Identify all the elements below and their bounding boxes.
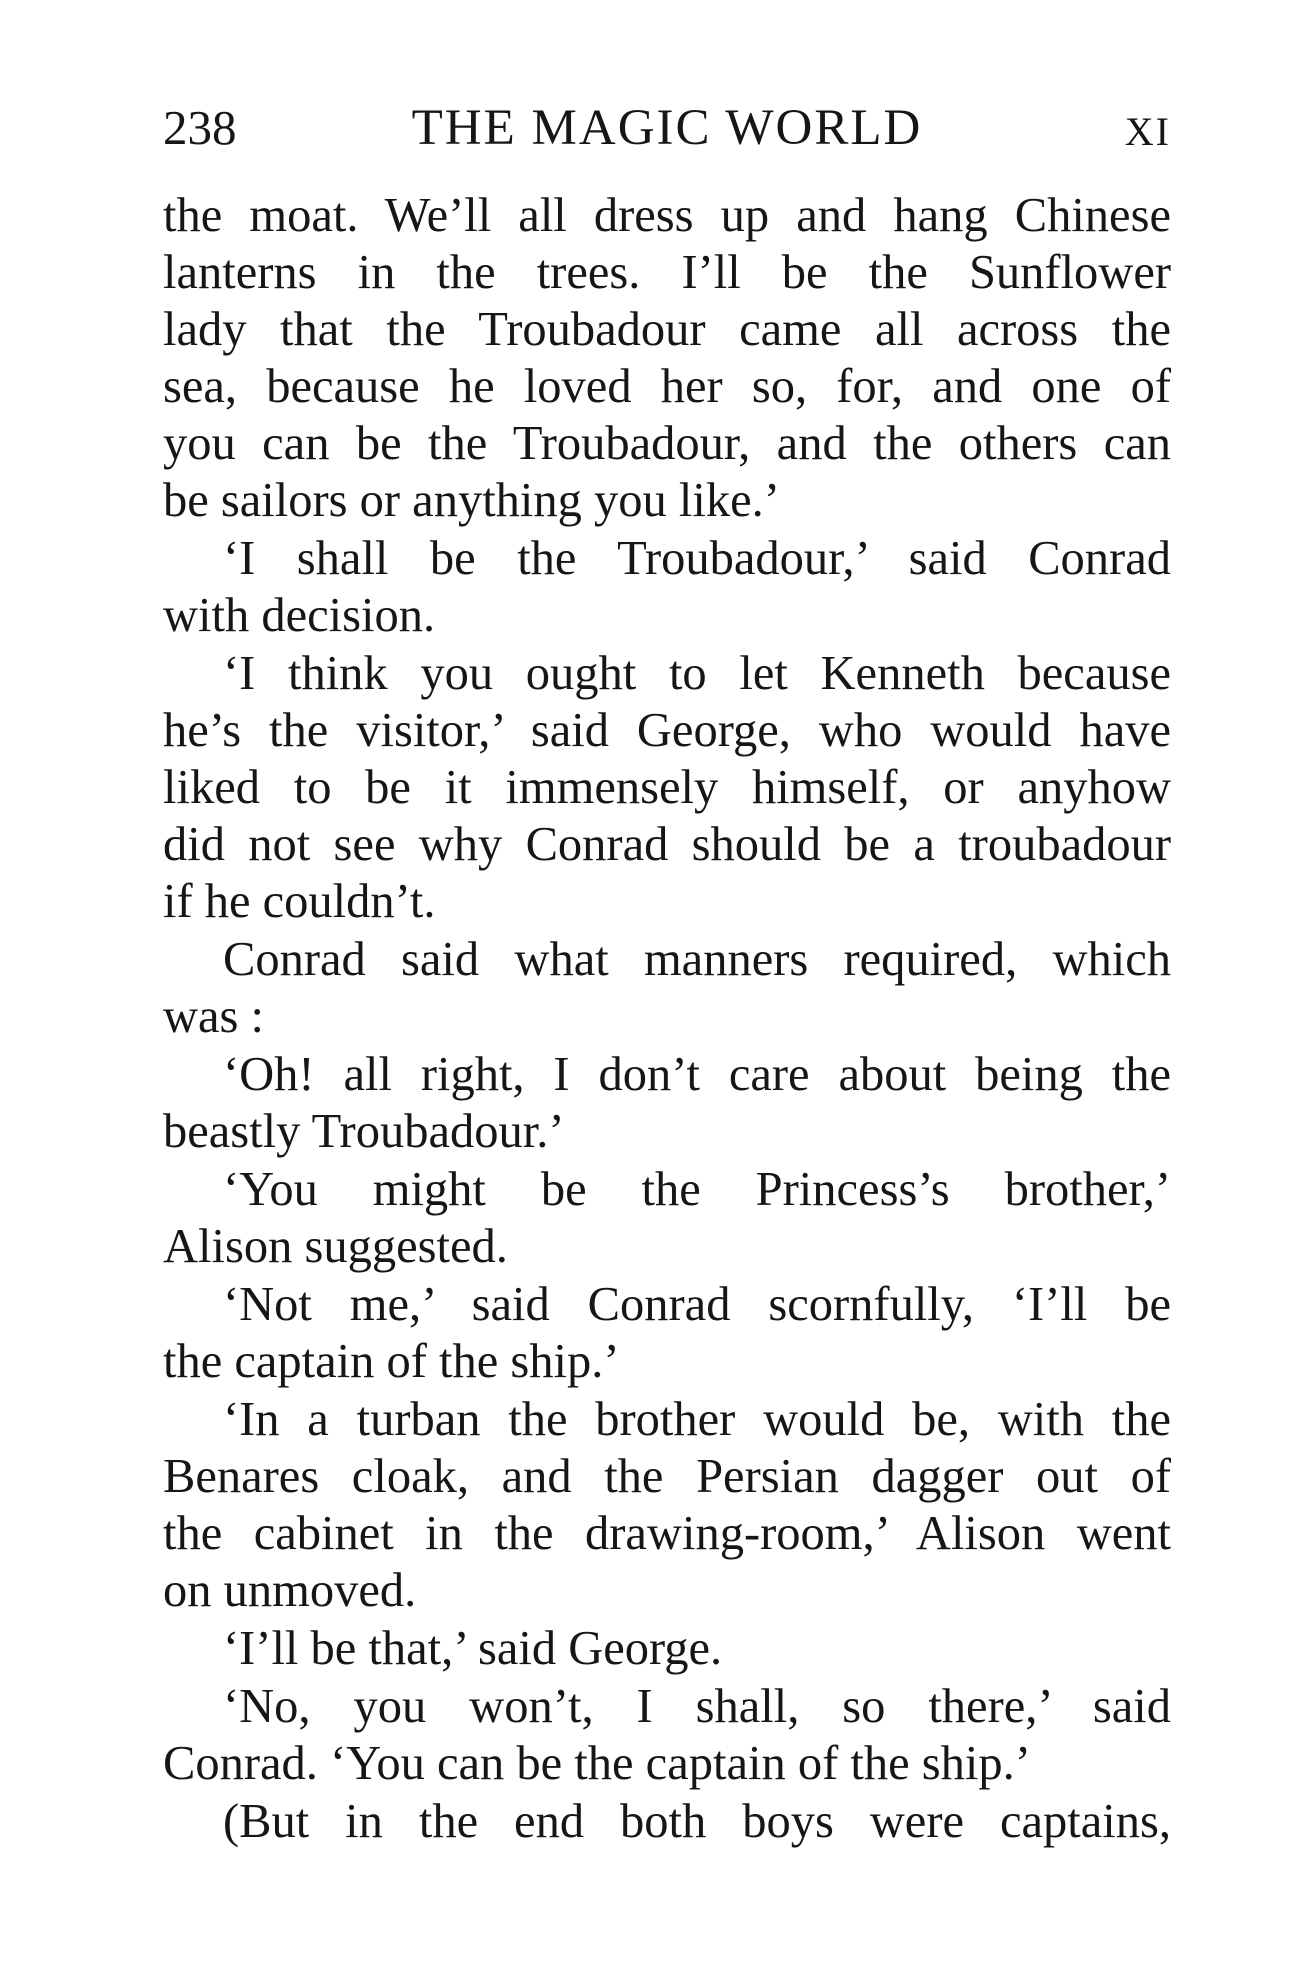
text-line: ‘No, you won’t, I shall, so there,’ said — [223, 1680, 1171, 1733]
text-line: ‘I shall be the Troubadour,’ said Conrad — [223, 532, 1171, 585]
text-line: lanterns in the trees. I’ll be the Sunflower — [163, 246, 1171, 299]
text-line: ‘I think you ought to let Kenneth because — [223, 647, 1171, 700]
text-line: ‘Oh! all right, I don’t care about being the — [223, 1048, 1171, 1101]
text-line: ‘You might be the Princess’s brother,’ — [223, 1163, 1171, 1216]
text-line: if he couldn’t. — [163, 875, 436, 928]
running-head — [163, 96, 1171, 160]
text-line: ‘Not me,’ said Conrad scornfully, ‘I’ll be — [223, 1278, 1171, 1331]
book-title: THE MAGIC WORLD — [411, 100, 923, 156]
text-line: Alison suggested. — [163, 1220, 508, 1273]
text-line: the moat. We’ll all dress up and hang Chinese — [163, 189, 1171, 242]
text-line: you can be the Troubadour, and the others can — [163, 417, 1171, 470]
text-line: did not see why Conrad should be a troubadour — [163, 818, 1171, 871]
text-line: on unmoved. — [163, 1564, 417, 1617]
text-line: with decision. — [163, 589, 436, 642]
text-line: be sailors or anything you like.’ — [163, 474, 780, 527]
text-line: ‘In a turban the brother would be, with the — [223, 1393, 1171, 1446]
text-line: liked to be it immensely himself, or anyhow — [163, 761, 1171, 814]
body-text — [163, 187, 1171, 1850]
text-line: the cabinet in the drawing-room,’ Alison went — [163, 1507, 1171, 1560]
text-line: sea, because he loved her so, for, and one of — [163, 360, 1171, 413]
chapter-number: XI — [1124, 109, 1171, 154]
text-line: ‘I’ll be that,’ said George. — [223, 1622, 723, 1675]
text-line: was : — [163, 990, 265, 1043]
text-line: lady that the Troubadour came all across the — [163, 303, 1171, 356]
text-line: (But in the end both boys were captains, — [223, 1795, 1171, 1848]
page-number: 238 — [163, 100, 237, 155]
text-line: beastly Troubadour.’ — [163, 1105, 565, 1158]
text-line: Conrad. ‘You can be the captain of the ship.’ — [163, 1737, 1031, 1790]
text-line: the captain of the ship.’ — [163, 1335, 620, 1388]
text-line: Conrad said what manners required, which — [223, 933, 1171, 986]
text-line: Benares cloak, and the Persian dagger out of — [163, 1450, 1171, 1503]
text-line: he’s the visitor,’ said George, who would have — [163, 704, 1171, 757]
